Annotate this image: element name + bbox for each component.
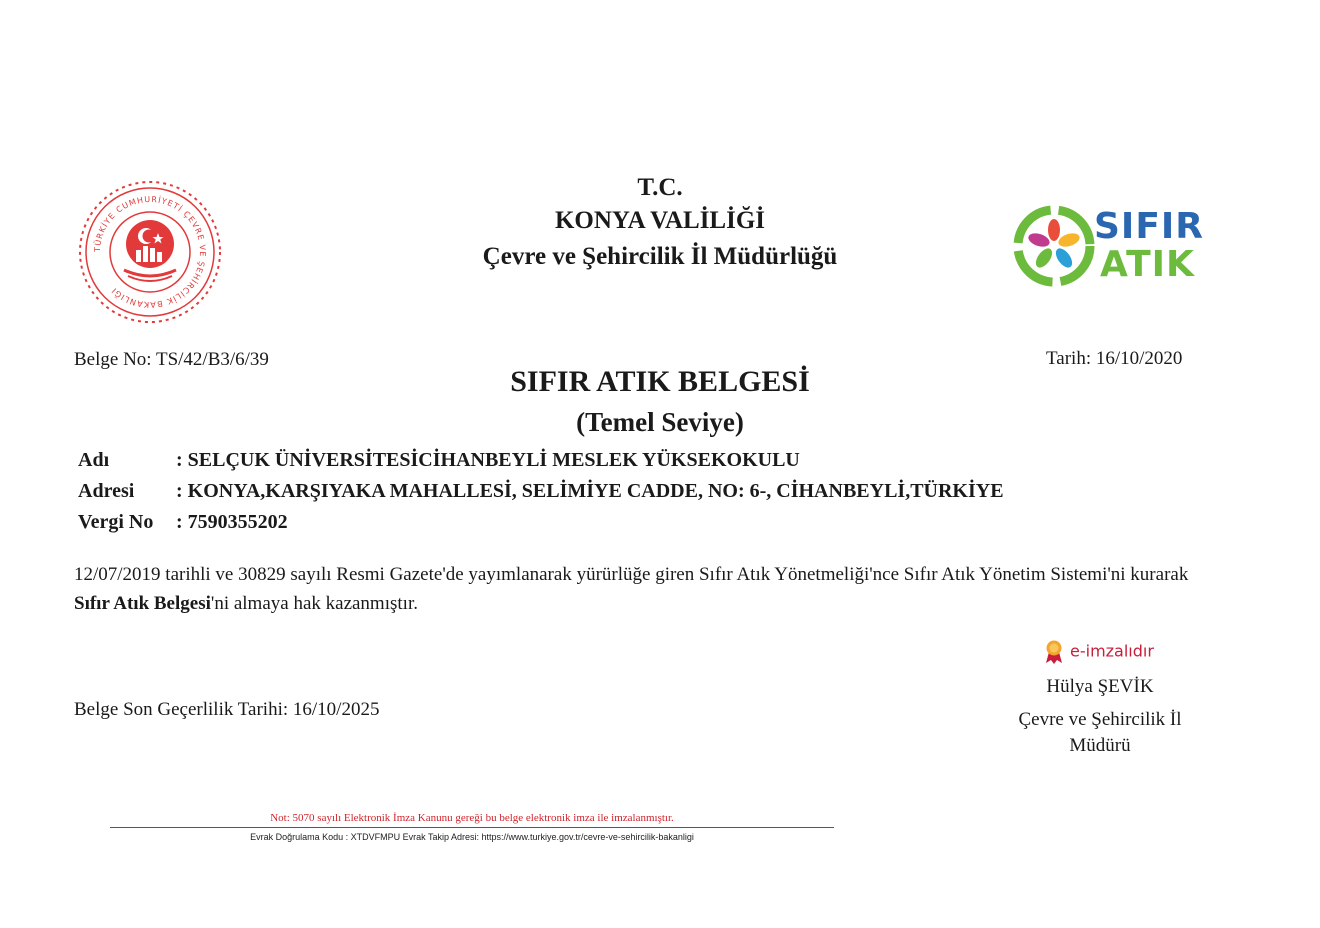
signatory-name: Hülya ŞEVİK: [1046, 676, 1154, 697]
field-tax-value: : 7590355202: [176, 511, 288, 533]
certificate-title: SIFIR ATIK BELGESİ: [510, 365, 810, 398]
e-signature-label: e-imzalıdır: [1070, 641, 1154, 661]
footer-divider: [110, 827, 834, 828]
statement-part1: 12/07/2019 tarihli ve 30829 sayılı Resmi Gazete'de yayımlanarak yürürlüğe giren Sıfır Atık Yönetmeliği'nce Sıfır Atık Yönetim Sistemi'ni kurarak: [74, 564, 1189, 585]
signatory-title-line2: Müdürü: [1069, 735, 1131, 756]
field-address: [78, 480, 1004, 503]
validity-date: Belge Son Geçerlilik Tarihi: 16/10/2025: [74, 699, 380, 720]
verification-info: Evrak Doğrulama Kodu : XTDVFMPU Evrak Takip Adresi: https://www.turkiye.gov.tr/cevre-ve-sehircilik-bakanligi: [250, 832, 694, 842]
field-name-value: : SELÇUK ÜNİVERSİTESİCİHANBEYLİ MESLEK YÜKSEKOKULU: [176, 449, 800, 471]
field-address-label: Adresi: [78, 480, 135, 502]
field-name: [78, 449, 800, 472]
ministry-seal: [76, 178, 224, 326]
document-number: Belge No: TS/42/B3/6/39: [74, 349, 269, 370]
document-date: Tarih: 16/10/2020: [1046, 348, 1183, 369]
logo-word-sifir: SIFIR: [1094, 206, 1205, 247]
certificate-statement: [74, 560, 1194, 618]
logo-word-atik: ATIK: [1100, 244, 1195, 285]
award-ribbon-icon: [1044, 640, 1064, 664]
statement-bold: Sıfır Atık Belgesi: [74, 593, 211, 614]
certificate-level: (Temel Seviye): [576, 407, 744, 437]
signatory-title-line1: Çevre ve Şehircilik İl: [1018, 709, 1182, 730]
sifir-atik-logo: [1008, 200, 1205, 292]
seal-ring-text: TÜRKİYE CUMHURİYETİ ÇEVRE VE ŞEHİRCİLİK BAKANLIĞI: [92, 194, 208, 310]
header-governorship: KONYA VALİLİĞİ: [554, 207, 766, 234]
field-tax-no: [78, 511, 288, 534]
e-signature-note: Not: 5070 sayılı Elektronik İmza Kanunu gereği bu belge elektronik imza ile imzalanmıştır.: [270, 812, 674, 824]
field-tax-label: Vergi No: [78, 511, 154, 533]
field-address-value: : KONYA,KARŞIYAKA MAHALLESİ, SELİMİYE CADDE, NO: 6-, CİHANBEYLİ,TÜRKİYE: [176, 480, 1004, 502]
field-name-label: Adı: [78, 449, 110, 471]
signatory-title: [990, 707, 1210, 759]
e-signature-badge: [1044, 640, 1154, 664]
header-directorate: Çevre ve Şehircilik İl Müdürlüğü: [482, 243, 838, 270]
statement-part2: 'ni almaya hak kazanmıştır.: [210, 593, 418, 614]
header-tc: T.C.: [637, 174, 683, 201]
ministry-seal-icon: [76, 178, 224, 326]
